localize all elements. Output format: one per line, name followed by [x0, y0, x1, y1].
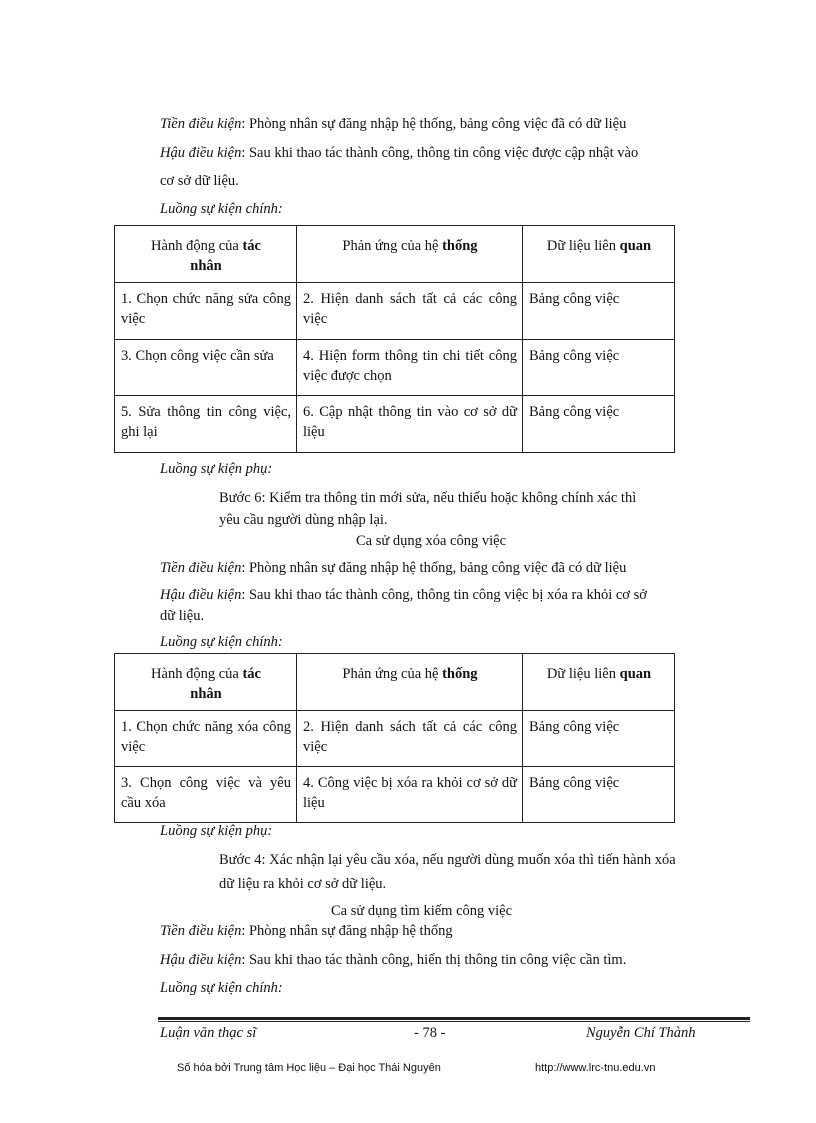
use-case-table-delete — [114, 653, 675, 823]
cell-actor: 1. Chọn chức năng xóa công việc — [115, 711, 297, 767]
cell-system: 4. Công việc bị xóa ra khỏi cơ sở dữ liệu — [297, 767, 523, 823]
footer-thesis-label: Luận văn thạc sĩ — [160, 1025, 257, 1041]
cell-actor: 3. Chọn công việc cần sửa — [115, 340, 297, 396]
footer-author: Nguyễn Chí Thành — [586, 1025, 696, 1041]
precondition-2 — [160, 560, 626, 577]
alt-flow-label-1: Luồng sự kiện phụ: — [160, 461, 273, 477]
section-title-delete: Ca sử dụng xóa công việc — [356, 533, 507, 549]
use-case-table-edit — [114, 225, 675, 453]
page-number: - 78 - — [414, 1025, 446, 1041]
postcondition-2-cont: dữ liệu. — [160, 608, 205, 624]
postcondition-label: Hậu điều kiện — [160, 952, 242, 968]
table-row — [115, 711, 675, 767]
cell-data: Bảng công việc — [523, 340, 675, 396]
cell-actor: 1. Chọn chức năng sửa công việc — [115, 283, 297, 340]
precondition-1 — [160, 116, 626, 133]
footer-rule-thick — [158, 1017, 750, 1020]
precondition-label: Tiền điều kiện — [160, 923, 242, 939]
table-row — [115, 340, 675, 396]
postcondition-2 — [160, 587, 647, 604]
precondition-text: : Phòng nhân sự đăng nhập hệ thống, bảng công việc đã có dữ liệu — [241, 560, 627, 576]
postcondition-label: Hậu điều kiện — [160, 587, 242, 603]
cell-data: Bảng công việc — [523, 711, 675, 767]
precondition-label: Tiền điều kiện — [160, 560, 242, 576]
cell-actor: 5. Sửa thông tin công việc, ghi lại — [115, 396, 297, 453]
postcondition-text: : Sau khi thao tác thành công, thông tin công việc được cập nhật vào — [241, 145, 639, 161]
alt-flow-step-2-cont: dữ liệu ra khỏi cơ sở dữ liệu. — [219, 876, 387, 892]
main-flow-label-2: Luồng sự kiện chính: — [160, 634, 283, 650]
table-header-row — [115, 226, 675, 283]
alt-flow-step-1: Bước 6: Kiểm tra thông tin mới sửa, nếu thiếu hoặc không chính xác thì — [219, 490, 637, 506]
postcondition-label: Hậu điều kiện — [160, 145, 242, 161]
precondition-text: : Phòng nhân sự đăng nhập hệ thống — [241, 923, 453, 939]
cell-system: 2. Hiện danh sách tất cả các công việc — [297, 711, 523, 767]
table-header-row — [115, 654, 675, 711]
precondition-text: : Phòng nhân sự đăng nhập hệ thống, bảng công việc đã có dữ liệu — [241, 116, 627, 132]
cell-system: 4. Hiện form thông tin chi tiết công việc được chọn — [297, 340, 523, 396]
footer-digitized-by: Số hóa bởi Trung tâm Học liệu – Đại học Thái Nguyên — [177, 1062, 441, 1074]
cell-data: Bảng công việc — [523, 396, 675, 453]
header-actor: Hành động của tác nhân — [115, 226, 297, 283]
header-system: Phản ứng của hệ thống — [297, 226, 523, 283]
alt-flow-step-2: Bước 4: Xác nhận lại yêu cầu xóa, nếu người dùng muốn xóa thì tiến hành xóa — [219, 852, 676, 868]
cell-system: 2. Hiện danh sách tất cả các công việc — [297, 283, 523, 340]
table-row — [115, 283, 675, 340]
footer-rule-thin — [158, 1021, 750, 1022]
postcondition-1 — [160, 145, 638, 162]
cell-system: 6. Cập nhật thông tin vào cơ sở dữ liệu — [297, 396, 523, 453]
section-title-search: Ca sử dụng tìm kiếm công việc — [331, 903, 513, 919]
precondition-label: Tiền điều kiện — [160, 116, 242, 132]
cell-data: Bảng công việc — [523, 283, 675, 340]
header-data: Dữ liệu liên quan — [523, 226, 675, 283]
cell-data: Bảng công việc — [523, 767, 675, 823]
footer-url-link[interactable]: http://www.lrc-tnu.edu.vn — [535, 1062, 656, 1074]
postcondition-1-cont: cơ sở dữ liệu. — [160, 173, 239, 189]
postcondition-3 — [160, 952, 626, 969]
table-row — [115, 396, 675, 453]
table-row — [115, 767, 675, 823]
postcondition-text: : Sau khi thao tác thành công, hiển thị thông tin công việc cần tìm. — [241, 952, 627, 968]
header-actor: Hành động của tác nhân — [115, 654, 297, 711]
main-flow-label-1: Luồng sự kiện chính: — [160, 201, 283, 217]
header-system: Phản ứng của hệ thống — [297, 654, 523, 711]
main-flow-label-3: Luồng sự kiện chính: — [160, 980, 283, 996]
header-data: Dữ liệu liên quan — [523, 654, 675, 711]
precondition-3 — [160, 923, 453, 940]
cell-actor: 3. Chọn công việc và yêu cầu xóa — [115, 767, 297, 823]
alt-flow-label-2: Luồng sự kiện phụ: — [160, 823, 273, 839]
postcondition-text: : Sau khi thao tác thành công, thông tin công việc bị xóa ra khỏi cơ sở — [241, 587, 647, 603]
alt-flow-step-1-cont: yêu cầu người dùng nhập lại. — [219, 512, 388, 528]
